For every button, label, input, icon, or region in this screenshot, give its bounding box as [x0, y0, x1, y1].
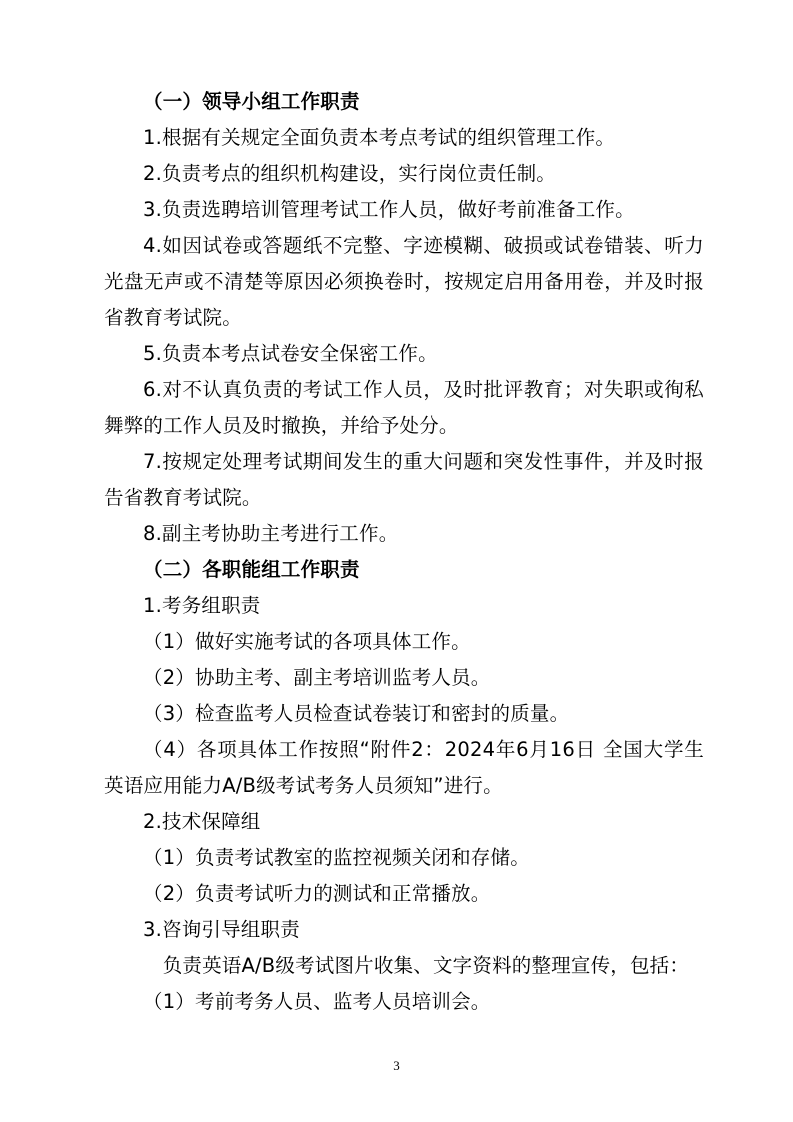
subsection-heading-2-3: 3.咨询引导组职责: [143, 918, 300, 941]
paragraph-1-6: 6.对不认真负责的考试工作人员，及时批评教育；对失职或徇私舞弊的工作人员及时撤换，并给予处分。: [104, 378, 704, 437]
section-heading-2: （二）各职能组工作职责: [143, 558, 360, 581]
paragraph-2-2-2: （2）负责考试听力的测试和正常播放。: [143, 882, 491, 905]
paragraph-2-1-1: （1）做好实施考试的各项具体工作。: [143, 630, 471, 653]
paragraph-2-2-1: （1）负责考试教室的监控视频关闭和存储。: [143, 846, 530, 869]
paragraph-1-4: 4.如因试卷或答题纸不完整、字迹模糊、破损或试卷错装、听力光盘无声或不清楚等原因必须换卷时，按规定启用备用卷，并及时报省教育考试院。: [104, 234, 704, 329]
paragraph-1-8: 8.副主考协助主考进行工作。: [143, 522, 399, 545]
section-heading-1: （一）领导小组工作职责: [143, 90, 360, 113]
page-number: 3: [393, 1058, 400, 1073]
paragraph-1-5: 5.负责本考点试卷安全保密工作。: [143, 342, 438, 365]
subsection-heading-2-1: 1.考务组职责: [143, 594, 261, 617]
paragraph-1-1: 1.根据有关规定全面负责本考点考试的组织管理工作。: [143, 126, 616, 149]
paragraph-1-3: 3.负责选聘培训管理考试工作人员，做好考前准备工作。: [143, 198, 635, 221]
paragraph-1-2: 2.负责考点的组织机构建设，实行岗位责任制。: [143, 162, 557, 185]
paragraph-2-1-2: （2）协助主考、副主考培训监考人员。: [143, 666, 491, 689]
paragraph-2-1-4: （4）各项具体工作按照“附件2：2024年6月16日 全国大学生英语应用能力A/B级考试考务人员须知”进行。: [104, 738, 704, 797]
subsection-heading-2-2: 2.技术保障组: [143, 810, 261, 833]
document-body: [104, 84, 704, 1020]
paragraph-2-3-intro: 负责英语A/B级考试图片收集、文字资料的整理宣传，包括：: [143, 954, 690, 977]
paragraph-2-1-3: （3）检查监考人员检查试卷装订和密封的质量。: [143, 702, 570, 725]
paragraph-2-3-1: （1）考前考务人员、监考人员培训会。: [143, 990, 491, 1013]
paragraph-1-7: 7.按规定处理考试期间发生的重大问题和突发性事件，并及时报告省教育考试院。: [104, 450, 704, 509]
